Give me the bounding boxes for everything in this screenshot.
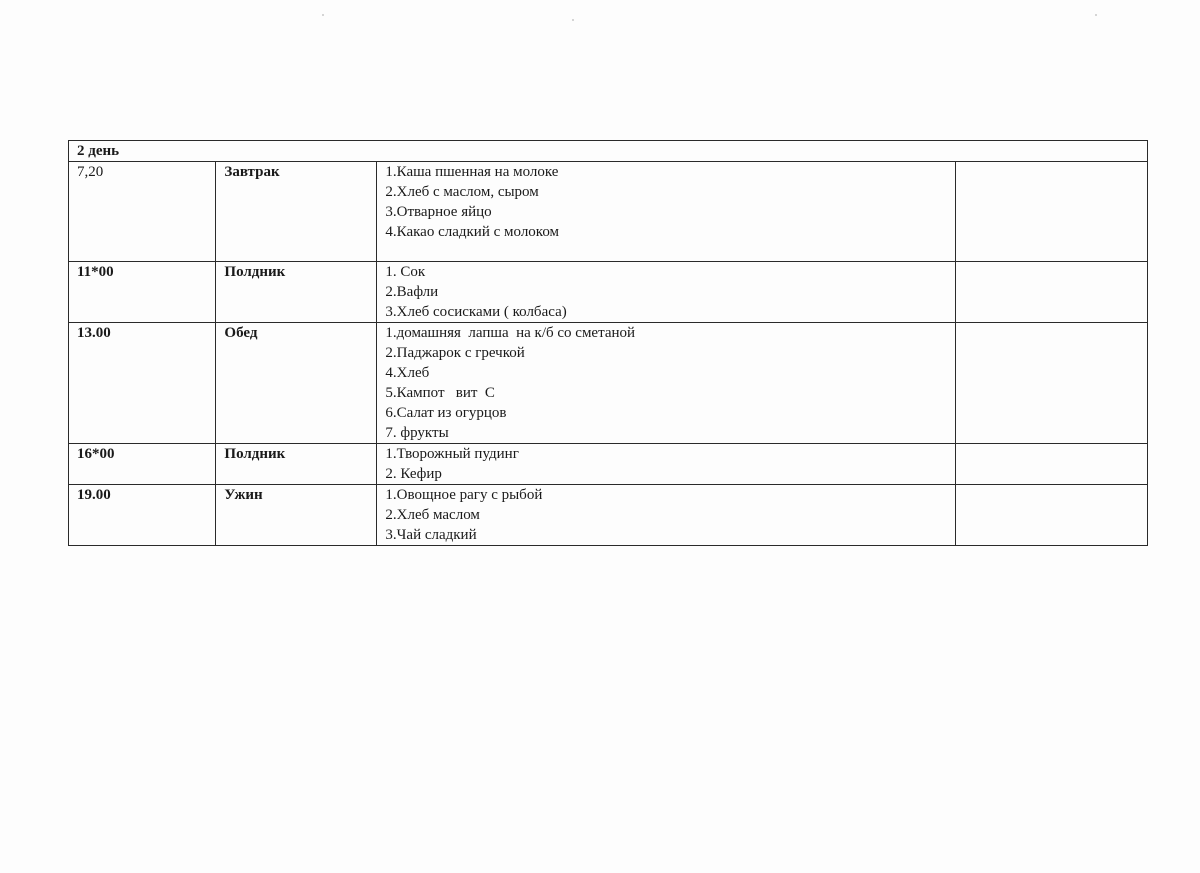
menu-item: 2.Хлеб с маслом, сыром — [385, 184, 539, 200]
table-row — [69, 444, 1148, 485]
menu-item: 4.Хлеб — [385, 365, 430, 381]
meal-items — [377, 162, 955, 262]
table-row — [69, 162, 1148, 262]
meal-name: Ужин — [216, 485, 377, 546]
meal-items — [377, 323, 955, 444]
meal-name: Завтрак — [216, 162, 377, 262]
scan-speck — [322, 14, 324, 16]
meal-items — [377, 485, 955, 546]
meal-time: 7,20 — [69, 162, 216, 262]
meal-notes — [955, 444, 1147, 485]
menu-item: 1. Сок — [385, 264, 426, 280]
menu-item: 7. фрукты — [385, 425, 449, 441]
menu-item: 2.Паджарок с гречкой — [385, 345, 525, 361]
menu-item: 5.Кампот вит С — [385, 385, 495, 401]
meal-name: Полдник — [216, 444, 377, 485]
scan-speck — [1095, 14, 1097, 16]
menu-item: 1.Овощное рагу с рыбой — [385, 487, 543, 503]
meal-time: 13.00 — [69, 323, 216, 444]
menu-item: 1.Творожный пудинг — [385, 446, 519, 462]
menu-item: 4.Какао сладкий с молоком — [385, 224, 560, 240]
menu-table — [68, 140, 1148, 546]
meal-items — [377, 444, 955, 485]
meal-notes — [955, 162, 1147, 262]
day-title: 2 день — [69, 141, 1148, 162]
table-row — [69, 323, 1148, 444]
menu-item: 3.Чай сладкий — [385, 527, 477, 543]
menu-item: 3.Отварное яйцо — [385, 204, 492, 220]
meal-time: 19.00 — [69, 485, 216, 546]
menu-item: 2.Вафли — [385, 284, 439, 300]
menu-item: 3.Хлеб сосисками ( колбаса) — [385, 304, 567, 320]
menu-item: 6.Салат из огурцов — [385, 405, 507, 421]
day-header-row — [69, 141, 1148, 162]
meal-time: 11*00 — [69, 262, 216, 323]
menu-item: 2. Кефир — [385, 466, 442, 482]
menu-item: 2.Хлеб маслом — [385, 507, 480, 523]
menu-item: 1.Каша пшенная на молоке — [385, 164, 559, 180]
meal-items — [377, 262, 955, 323]
meal-name: Обед — [216, 323, 377, 444]
meal-name: Полдник — [216, 262, 377, 323]
scan-speck — [572, 19, 574, 21]
table-row — [69, 262, 1148, 323]
meal-notes — [955, 485, 1147, 546]
menu-item: 1.домашняя лапша на к/б со сметаной — [385, 325, 636, 341]
table-row — [69, 485, 1148, 546]
meal-notes — [955, 323, 1147, 444]
meal-notes — [955, 262, 1147, 323]
meal-time: 16*00 — [69, 444, 216, 485]
